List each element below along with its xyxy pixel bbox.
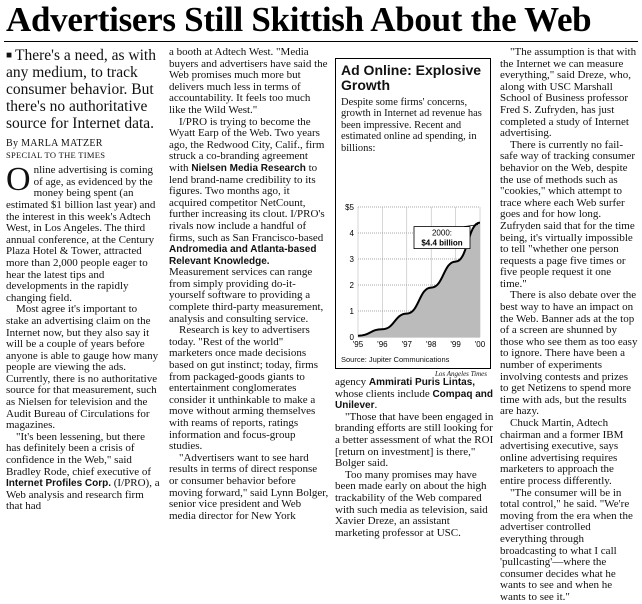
callout-value: $4.4 billion <box>421 239 462 248</box>
column-3 <box>335 377 495 539</box>
square-bullet-icon: ■ <box>6 50 12 61</box>
drop-cap: O <box>6 166 31 194</box>
byline: By MARLA MATZER <box>6 138 162 150</box>
chart-credit: Los Angeles Times <box>435 370 487 378</box>
paragraph: Chuck Martin, Adtech chairman and a former IBM advertising executive, says online advertising requires marketers to approach the entire process differently. <box>500 418 638 488</box>
paragraph: "The consumer will be in total control," he said. "We're moving from the era when the advertiser controlled everything through broadcasting to what I call 'pullcasting'—where the consumer decides what he wants to see and when he wants to see it." <box>500 488 638 604</box>
x-tick-label: '99 <box>450 340 461 349</box>
y-tick-label: 4 <box>350 229 355 238</box>
paragraph: Research is key to advertisers today. "Rest of the world" marketers once made decisions based on gut instinct; today, firms from packaged-goods giants to entertainment conglomerates consider it unthinkable to make a move without arming themselves with reams of reports, ratings information and focus-group studies. <box>169 325 329 453</box>
paragraph: "It's been lessening, but there has definitely been a crisis of confidence in the Web," said Bradley Rode, chief executive of Internet Profiles Corp. (I/PRO), a Web analysis and research firm that had <box>6 432 162 513</box>
chart-source: Source: Jupiter Communications <box>341 355 449 364</box>
x-tick-label: '95 <box>353 340 364 349</box>
chart-plot <box>336 199 490 349</box>
column-2 <box>169 47 329 522</box>
chart-title: Ad Online: Explosive Growth <box>341 63 485 93</box>
headline: Advertisers Still Skittish About the Web <box>6 0 638 40</box>
callout-label: 2000: <box>432 229 452 238</box>
deck <box>6 47 162 132</box>
paragraph: a booth at Adtech West. "Media buyers and advertisers have said the Web promises much more but delivers much less in terms of accountability. It feels too much like the Wild West." <box>169 47 329 117</box>
paragraph: Online advertising is coming of age, as evidenced by the money being spent (an estimated $1 billion last year) and the interest in this week's Adtech West, in Los Angeles. The third annual conference, at the Century Plaza Hotel & Tower, attracted more than 2,000 people eager to hear the latest tips and developments in the rapidly changing field. <box>6 165 162 304</box>
deck-text: There's a need, as with any medium, to track consumer behavior. But there's no authoritative source for Internet data. <box>6 47 156 132</box>
x-tick-label: '00 <box>475 340 486 349</box>
y-tick-label: 3 <box>350 255 355 264</box>
company-name: Internet Profiles Corp. <box>6 478 111 489</box>
paragraph: There is currently no fail-safe way of tracking consumer behavior on the Web, despite the use of methods such as "cookies," which attempt to trace where each Web surfer goes and for how long. Zufryden said that for the time being, it's virtually impossible to tell "whether one person requests a page five times or five people request it one time." <box>500 140 638 291</box>
column-4 <box>500 47 638 604</box>
paragraph: Most agree it's important to stake an advertising claim on the Internet now, but they also say it will be a couple of years before anyone is able to gauge how many people are viewing the ads. Currently, there is no authoritative source for that measurement, such as Nielsen for television and the Audit Bureau of Circulations for magazines. <box>6 304 162 432</box>
column-1 <box>6 47 162 513</box>
byline-role: SPECIAL TO THE TIMES <box>6 150 162 162</box>
chart-box <box>335 58 491 369</box>
paragraph: Too many promises may have been made early on about the high trackability of the Web compared with such media as television, said Xavier Dreze, an assistant marketing professor at USC. <box>335 470 495 540</box>
y-tick-label: 0 <box>350 333 355 342</box>
x-tick-label: '98 <box>426 340 437 349</box>
paragraph: There is also debate over the best way to have an impact on the Web. Banner ads at the top of a screen are shunned by those who see them as too easy to ignore. There have been a number of experiments involving contests and prizes to get Netizens to spend more time with ads, but the results are hazy. <box>500 290 638 418</box>
paragraph: agency Ammirati Puris Lintas, whose clients include Compaq and Unilever. <box>335 377 495 412</box>
paragraph: "Those that have been engaged in branding efforts are still looking for a better assessment of what the ROI [return on investment] is there," Bolger said. <box>335 412 495 470</box>
y-tick-label: $5 <box>345 203 354 212</box>
x-tick-label: '96 <box>377 340 388 349</box>
x-tick-label: '97 <box>402 340 413 349</box>
y-tick-label: 1 <box>350 307 355 316</box>
headline-rule <box>4 41 638 42</box>
paragraph: "Advertisers want to see hard results in terms of direct response or consumer behavior before moving forward," said Lynn Bolger, senior vice president and Web media director for New York <box>169 453 329 523</box>
chart-subtitle: Despite some firms' concerns, growth in Internet ad revenue has been impressive. Recent and estimated online ad spending, in billions: <box>341 97 485 154</box>
paragraph: I/PRO is trying to become the Wyatt Earp of the Web. Two years ago, the Redwood City, Calif., firm struck a co-branding agreement with Nielsen Media Research to lend brand-name credibility to its figures. Two months ago, it acquired competitor NetCount, further increasing its clout. I/PRO's rivals now include a handful of firms, such as San Francisco-based Andromedia and Atlanta-based Relevant Knowledge. Measurement services can range from simply providing do-it-yourself software to providing a complete third-party measurement, analysis and consulting service. <box>169 117 329 326</box>
y-tick-label: 2 <box>350 281 355 290</box>
paragraph: "The assumption is that with the Internet we can measure everything," said Dreze, who, along with USC Marshall School of Business professor Fred S. Zufryden, has just completed a study of Internet advertising. <box>500 47 638 140</box>
